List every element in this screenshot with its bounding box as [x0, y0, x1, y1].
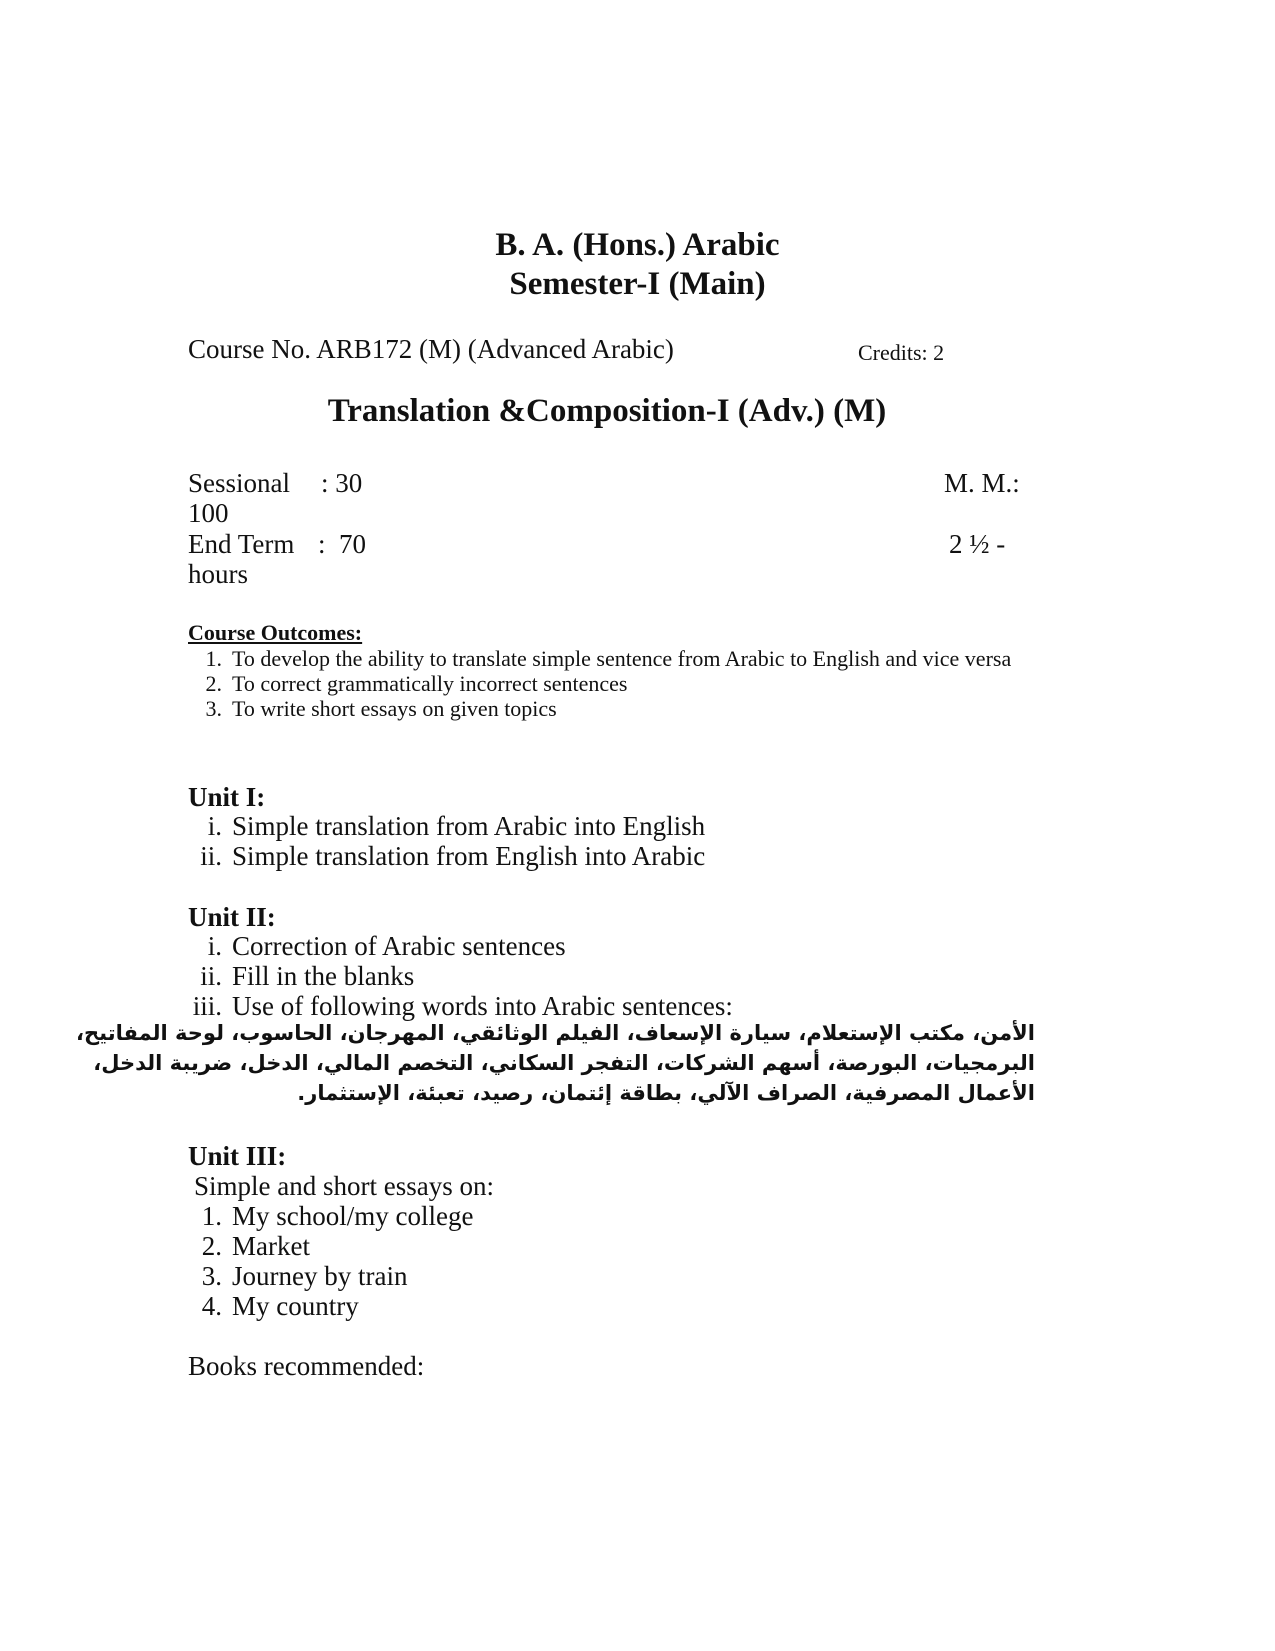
- list-item: [188, 841, 705, 872]
- document-title: B. A. (Hons.) Arabic: [495, 227, 780, 263]
- list-number: 4.: [201, 1291, 222, 1321]
- sessional-value: : 30: [321, 468, 363, 498]
- arabic-words-line: الأعمال المصرفية، الصراف الآلي، بطاقة إئتمان، رصيد، تعبئة، الإستثمار.: [297, 1081, 1035, 1105]
- list-number: ii.: [200, 841, 222, 871]
- list-text: My country: [232, 1291, 359, 1321]
- list-text: Simple translation from Arabic into English: [232, 811, 706, 841]
- list-number: 3.: [205, 696, 222, 721]
- list-number: 3.: [201, 1261, 222, 1291]
- list-item: [188, 696, 557, 722]
- list-number: iii.: [192, 991, 222, 1021]
- arabic-words-line: الأمن، مكتب الإستعلام، سيارة الإسعاف، الفيلم الوثائقي، المهرجان، الحاسوب، لوحة المفاتيح،: [76, 1021, 1035, 1045]
- list-text: Simple translation from English into Arabic: [232, 841, 706, 871]
- unit-2-heading: Unit II:: [188, 902, 276, 932]
- course-number: Course No. ARB172 (M) (Advanced Arabic): [188, 334, 674, 364]
- list-text: To develop the ability to translate simple sentence from Arabic to English and vice versa: [232, 646, 1012, 671]
- unit-1-heading: Unit I:: [188, 782, 266, 812]
- list-number: 1.: [205, 646, 222, 671]
- list-item: [188, 931, 566, 962]
- list-number: i.: [207, 931, 222, 961]
- sessional-label: Sessional: [188, 468, 291, 498]
- course-credits: Credits: 2: [858, 340, 945, 365]
- end-term-value: : 70: [318, 529, 367, 559]
- list-text: Fill in the blanks: [232, 961, 415, 991]
- duration-label: 2 ½ -: [949, 529, 1006, 559]
- max-marks-value: 100: [188, 498, 229, 528]
- list-item: [188, 1261, 407, 1292]
- books-recommended-label: Books recommended:: [188, 1351, 425, 1381]
- list-item: [188, 961, 414, 992]
- list-item: [188, 1291, 359, 1322]
- list-item: [188, 811, 705, 842]
- list-text: To write short essays on given topics: [232, 696, 557, 721]
- list-item: [188, 1201, 473, 1232]
- end-term-label: End Term: [188, 529, 295, 559]
- list-item: [188, 1231, 310, 1262]
- list-item: [188, 646, 1011, 672]
- list-number: 1.: [201, 1201, 222, 1231]
- list-text: Use of following words into Arabic sentences:: [232, 991, 733, 1021]
- list-number: i.: [207, 811, 222, 841]
- duration-value: hours: [188, 559, 248, 589]
- list-number: ii.: [200, 961, 222, 991]
- unit-3-intro: Simple and short essays on:: [194, 1171, 494, 1201]
- semester-title: Semester-I (Main): [509, 266, 766, 302]
- list-text: Correction of Arabic sentences: [232, 931, 566, 961]
- list-text: To correct grammatically incorrect sentences: [232, 671, 628, 696]
- list-text: Journey by train: [232, 1261, 408, 1291]
- outcomes-heading: Course Outcomes:: [188, 620, 363, 645]
- list-number: 2.: [205, 671, 222, 696]
- list-text: Market: [232, 1231, 310, 1261]
- unit-3-heading: Unit III:: [188, 1141, 287, 1171]
- list-item: [188, 671, 627, 697]
- list-number: 2.: [201, 1231, 222, 1261]
- list-text: My school/my college: [232, 1201, 474, 1231]
- max-marks-label: M. M.:: [944, 468, 1020, 498]
- list-item: [188, 991, 733, 1022]
- arabic-words-line: البرمجيات، البورصة، أسهم الشركات، التفجر السكاني، التخصم المالي، الدخل، ضريبة الدخل،: [93, 1051, 1035, 1075]
- course-title: Translation &Composition-I (Adv.) (M): [327, 393, 887, 429]
